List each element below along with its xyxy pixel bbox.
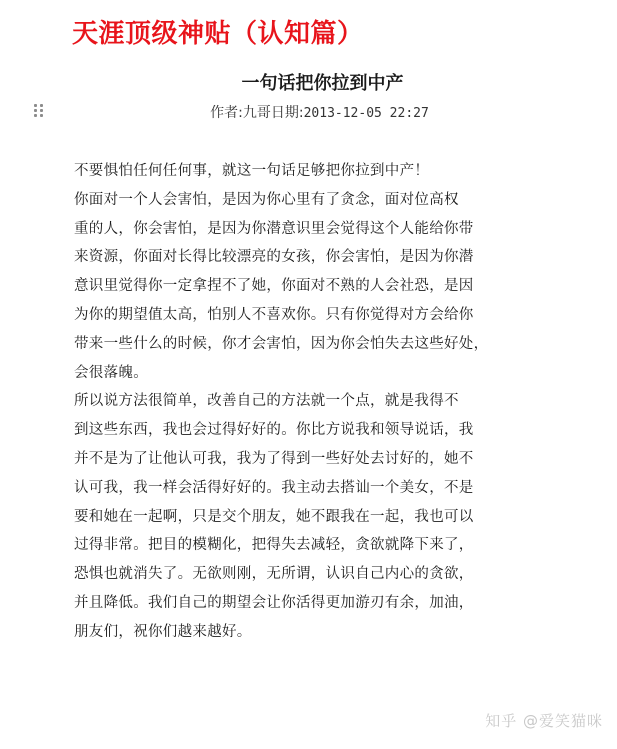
body-line: 到这些东西，我也会过得好好的。你比方说我和领导说话，我 [74,422,474,439]
body-line: 你面对一个人会害怕，是因为你心里有了贪念，面对位高权 [74,191,459,208]
zhihu-watermark: 知乎 @爱笑猫咪 [485,712,603,730]
body-line: 意识里觉得你一定拿捏不了她，你面对不熟的人会社恐，是因 [74,278,474,295]
article-meta [0,102,617,125]
body-line: 来资源，你面对长得比较漂亮的女孩，你会害怕，是因为你潜 [74,249,474,266]
body-line: 并且降低。我们自己的期望会让你活得更加游刃有余，加油， [74,594,474,611]
body-line: 过得非常。把目的模糊化，把得失去减轻，贪欲就降下来了， [74,537,474,554]
body-line: 不要惧怕任何任何事，就这一句话足够把你拉到中产！ [74,163,430,179]
meta-date: 2013-12-05 22:27 [303,106,429,121]
body-line: 为你的期望值太高，怕别人不喜欢你。只有你觉得对方会给你 [74,306,474,323]
body-line: 恐惧也就消失了。无欲则刚，无所谓，认识自己内心的贪欲， [74,566,474,583]
body-line: 带来一些什么的时候，你才会害怕，因为你会怕失去这些好处， [74,335,489,352]
body-line: 会很落魄。 [74,364,148,381]
body-line: 认可我，我一样会活得好好的。我主动去搭讪一个美女，不是 [74,479,474,496]
article-body [74,157,544,647]
body-line: 所以说方法很简单，改善自己的方法就一个点，就是我得不 [74,393,459,410]
article-title: 一句话把你拉到中产 [241,73,404,94]
body-line: 要和她在一起啊，只是交个朋友，她不跟我在一起，我也可以 [74,508,474,525]
banner-title: 天涯顶级神贴（认知篇） [72,19,364,49]
meta-author: 作者:九哥日期: [210,105,304,121]
body-line: 并不是为了让他认可我，我为了得到一些好处去讨好的，她不 [74,450,474,467]
body-line: 朋友们，祝你们越来越好。 [74,623,252,640]
body-line: 重的人，你会害怕，是因为你潜意识里会觉得这个人能给你带 [74,220,474,237]
